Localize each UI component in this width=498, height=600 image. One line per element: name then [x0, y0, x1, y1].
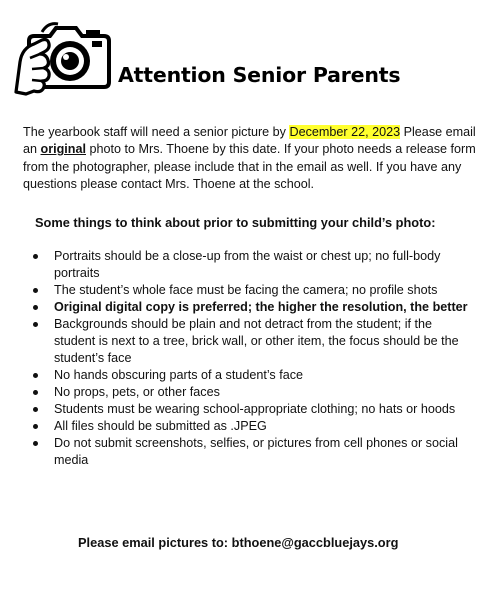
intro-paragraph	[23, 124, 485, 194]
intro-text-1: The yearbook staff will need a senior picture by	[23, 125, 290, 139]
camera-hand-icon	[12, 14, 112, 98]
list-item: Do not submit screenshots, selfies, or pictures from cell phones or social media	[30, 435, 470, 469]
list-item: Original digital copy is preferred; the higher the resolution, the better	[30, 299, 470, 316]
bullet-icon	[33, 407, 38, 412]
bullet-icon	[33, 254, 38, 259]
page-title: Attention Senior Parents	[118, 63, 401, 87]
list-item: The student’s whole face must be facing the camera; no profile shots	[30, 282, 470, 299]
email-instruction: Please email pictures to: bthoene@gaccbluejays.org	[78, 535, 399, 550]
intro-text-3: photo to Mrs. Thoene by this date. If your photo needs a release form from the photographer, please include that in the email as well. If you have any questions please contact Mrs. Thoene at the school.	[23, 142, 476, 192]
list-item: Portraits should be a close-up from the waist or chest up; no full-body portraits	[30, 248, 470, 282]
deadline-date: December 22, 2023	[289, 125, 401, 139]
bullet-icon	[33, 288, 38, 293]
bullet-icon	[33, 373, 38, 378]
list-item: All files should be submitted as .JPEG	[30, 418, 470, 435]
bullet-icon	[33, 305, 38, 310]
bullet-icon	[33, 322, 38, 327]
list-item: Backgrounds should be plain and not detract from the student; if the student is next to a tree, brick wall, or other item, the focus should be the student’s face	[30, 316, 470, 367]
list-item: Students must be wearing school-appropriate clothing; no hats or hoods	[30, 401, 470, 418]
list-item: No props, pets, or other faces	[30, 384, 470, 401]
bullet-icon	[33, 424, 38, 429]
intro-text-2: Please email an	[23, 125, 476, 157]
bullet-icon	[33, 390, 38, 395]
guidelines-heading: Some things to think about prior to submitting your child’s photo:	[35, 215, 436, 230]
guidelines-list	[30, 248, 470, 469]
list-item: No hands obscuring parts of a student’s face	[30, 367, 470, 384]
original-emphasis: original	[40, 142, 86, 157]
bullet-icon	[33, 441, 38, 446]
